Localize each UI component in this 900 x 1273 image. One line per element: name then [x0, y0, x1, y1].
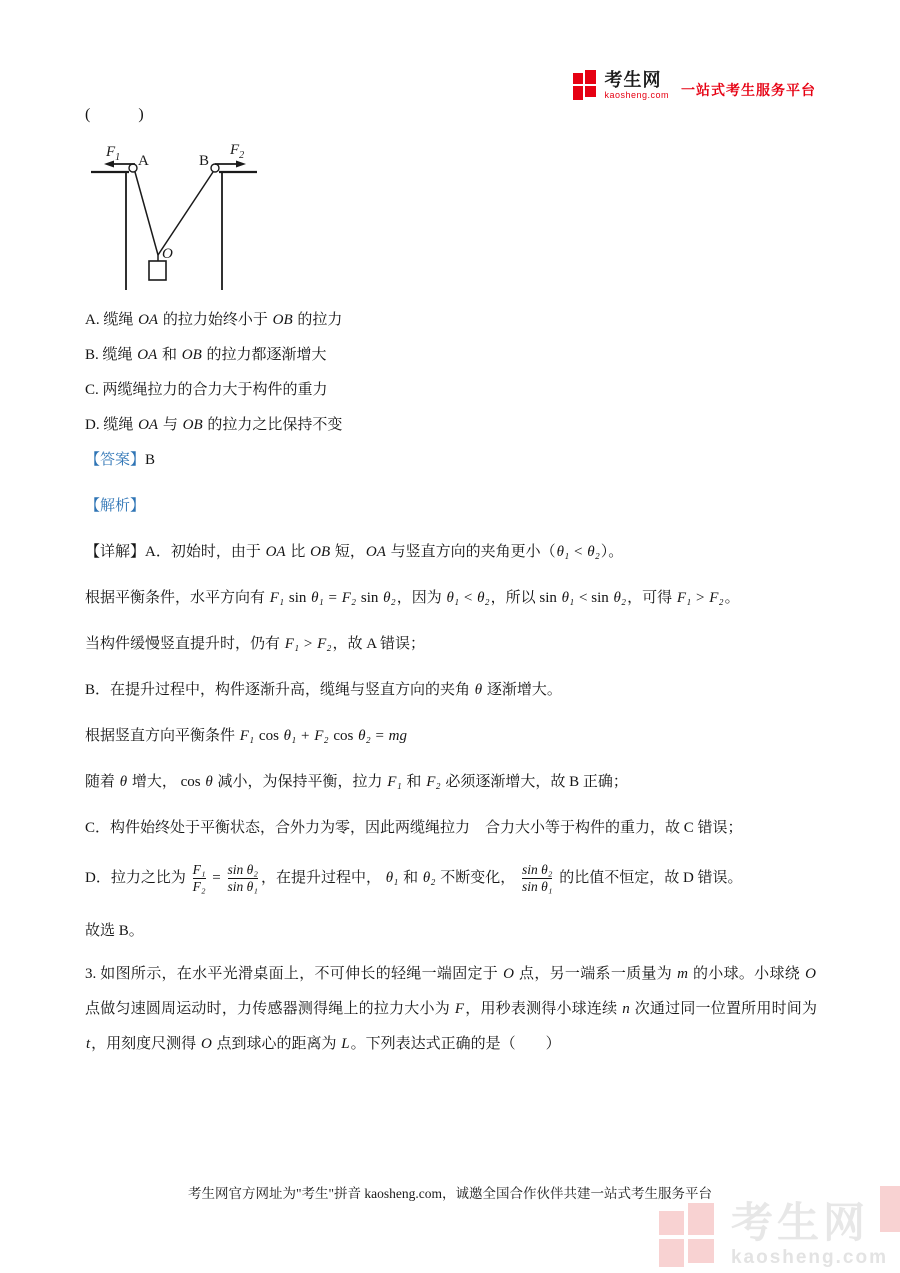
force-f2-arrowhead: [236, 161, 246, 168]
label-point-o: O: [162, 246, 173, 262]
solution-line-1: 【详解】A．初始时，由于 OA 比 OB 短，OA 与竖直方向的夹角更小（θ₁ < θ₂）。: [85, 544, 624, 560]
option-a: A. 缆绳 OA 的拉力始终小于 OB 的拉力: [85, 312, 343, 328]
brand-domain: kaosheng.com: [604, 89, 669, 100]
label-f2: $F_2$: [230, 142, 245, 161]
question-3: 3. 如图所示，在水平光滑桌面上，不可伸长的轻绳一端固定于 O 点，另一端系一质量为 m 的小球。小球绕 O 点做匀速圆周运动时，力传感器测得绳上的拉力大小为 F，用秒表测得小球连续 n 次通过同一位置所用时间为 t，用刻度尺测得 O 点到球心的距离为 L。下列表达式正确的是（ ）: [85, 966, 817, 1053]
page-footer: 考生网官方网址为"考生"拼音 kaosheng.com，诚邀全国合作伙伴共建一站式考生服务平台: [187, 1186, 712, 1201]
kaosheng-watermark: [659, 1199, 888, 1268]
solution-line-2: 根据平衡条件，水平方向有 F₁ sin θ₁ = F₂ sin θ₂，因为 θ₁ < θ₂，所以 sin θ₁ < sin θ₂，可得 F₁ > F₂。: [85, 590, 740, 606]
answer-line: [85, 448, 817, 472]
label-point-b: B: [199, 153, 210, 169]
answer-blank: ( ): [85, 106, 144, 123]
solution-conclusion: 故选 B。: [85, 923, 144, 940]
rope-oa-line: [135, 172, 158, 255]
brand-text: [604, 71, 669, 100]
pulley-b: [211, 164, 219, 172]
solution-line-7: C．构件始终处于平衡状态，合外力为零，因此两缆绳拉力 合力大小等于构件的重力，故 C 错误；: [85, 820, 743, 836]
load-box: [149, 261, 166, 280]
answer-label: 【答案】: [85, 452, 146, 468]
option-b: B. 缆绳 OA 和 OB 的拉力都逐渐增大: [85, 347, 327, 363]
option-c: C. 两缆绳拉力的合力大于构件的重力: [85, 382, 328, 398]
solution-line-5: 根据竖直方向平衡条件 F₁ cos θ₁ + F₂ cos θ₂ = mg: [85, 728, 408, 744]
kaosheng-header: [573, 70, 816, 100]
options-list: [85, 308, 817, 437]
watermark-brand: 考生网: [730, 1199, 869, 1246]
brand-slogan: 一站式考生服务平台: [681, 82, 816, 98]
label-f1: $F_1$: [106, 144, 121, 163]
analysis-label: 【解析】: [85, 498, 146, 514]
pulley-a: [129, 164, 137, 172]
watermark-text: [730, 1199, 888, 1268]
option-d: D. 缆绳 OA 与 OB 的拉力之比保持不变: [85, 417, 343, 433]
answer-value: B: [145, 452, 156, 468]
solution-line-4: B．在提升过程中，构件逐渐升高，缆绳与竖直方向的夹角 θ 逐渐增大。: [85, 682, 562, 698]
solution-line-3: 当构件缓慢竖直提升时，仍有 F₁ > F₂，故 A 错误；: [85, 636, 426, 652]
pulley-diagram: [87, 134, 267, 299]
solution-line-6: 随着 θ 增大， cos θ 减小，为保持平衡，拉力 F₁ 和 F₂ 必须逐渐增大，故 B 正确；: [85, 774, 628, 790]
brand-name: 考生网: [604, 69, 662, 90]
document-content: [85, 106, 817, 1062]
solution-line-8: D．拉力之比为 $\frac{\text{F₁}}{\text{F₂}}$ = $\frac{\text{sin θ₂}}{\text{sin θ₁}}$ ，在提升过程中， θ₁ 和 θ₂ 不断变化， $\frac{\text{sin θ₂}}{\text{sin θ₁}}$ 的比值不恒定，故 D 错误。: [85, 862, 743, 895]
kaosheng-logo-icon-watermark: [659, 1203, 717, 1267]
label-point-a: A: [138, 153, 149, 169]
kaosheng-logo-icon: [573, 70, 599, 100]
force-f1-arrowhead: [104, 161, 114, 168]
watermark-corner-block: [880, 1186, 900, 1232]
rope-ob-line: [158, 172, 213, 255]
watermark-domain: kaosheng.com: [730, 1247, 888, 1268]
